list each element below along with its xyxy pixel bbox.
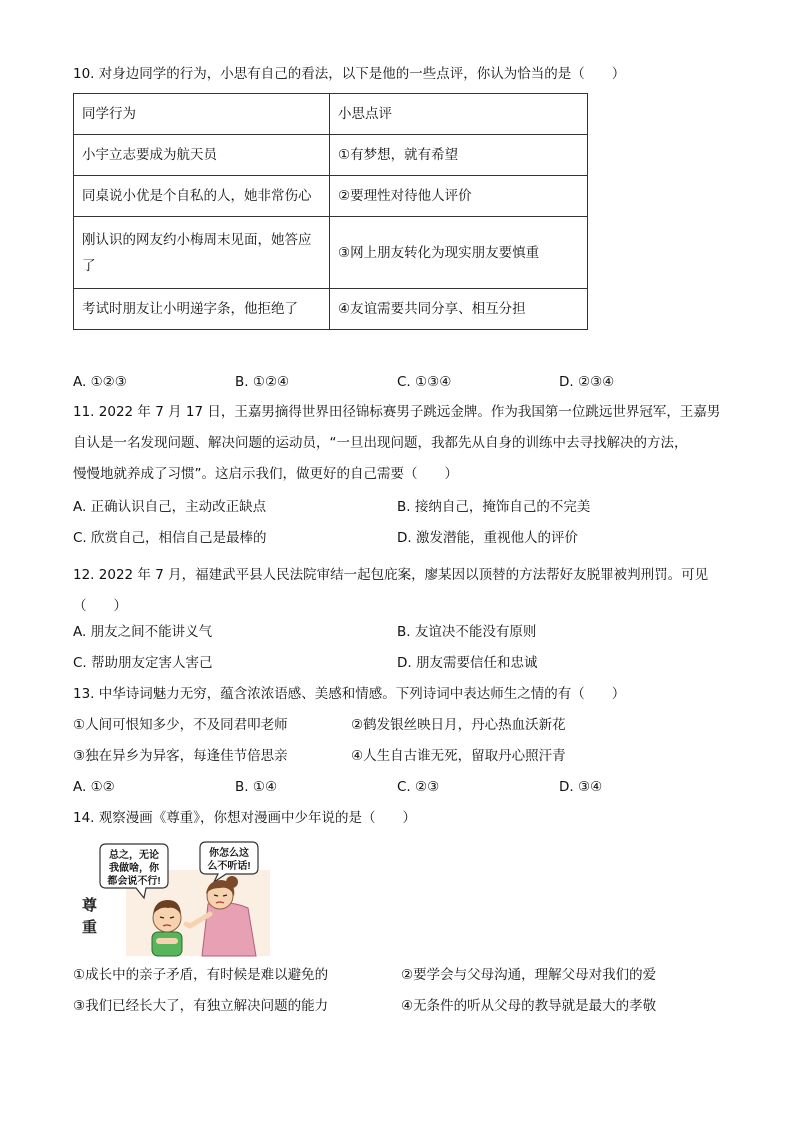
option-b[interactable]: B. 友谊决不能没有原则 [397,624,537,640]
table-cell: ③网上朋友转化为现实朋友要慎重 [330,217,588,289]
q13-options [73,777,733,797]
q13-poems-row1 [73,715,733,735]
option-a[interactable]: A. 正确认识自己，主动改正缺点 [73,499,267,515]
q10-options [73,372,733,392]
boy-figure [152,900,182,956]
q11-line: 慢慢地就养成了习惯”。这启示我们，做更好的自己需要（ ） [73,466,458,482]
mom-bubble-line: 么不听话! [207,861,251,872]
table-cell: 同桌说小优是个自私的人，她非常伤心 [74,176,330,217]
table-cell: 考试时朋友让小明递字条，他拒绝了 [74,289,330,330]
option-c[interactable]: C. 欣赏自己，相信自己是最棒的 [73,530,267,546]
option-d[interactable]: D. 激发潜能，重视他人的评价 [397,530,578,546]
statement-1: ①成长中的亲子矛盾，有时候是难以避免的 [73,967,329,983]
q12-line: 12. 2022 年 7 月，福建武平县人民法院审结一起包庇案，廖某因以顶替的方法帮好友脱罪被判刑罚。可见 [73,567,709,583]
q11-options-row1 [73,497,733,517]
q10-stem: 10. 对身边同学的行为，小思有自己的看法，以下是他的一些点评，你认为恰当的是（ ） [73,66,626,82]
option-a[interactable]: A. ①②③ [73,374,127,390]
mom-bubble-line: 你怎么这 [209,848,249,859]
table-header-cell: 同学行为 [74,94,330,135]
option-d[interactable]: D. ③④ [559,779,603,795]
comic-illustration [80,838,272,958]
option-b[interactable]: B. 接纳自己，掩饰自己的不完美 [397,499,591,515]
table-row [74,176,588,217]
option-c[interactable]: C. ②③ [397,779,440,795]
q12-line: （ ） [73,598,127,614]
option-d[interactable]: D. 朋友需要信任和忠诚 [397,655,538,671]
q11-line: 自认是一名发现问题、解决问题的运动员，“一旦出现问题，我都先从自身的训练中去寻找解决的方法， [73,435,688,451]
q11-line: 11. 2022 年 7 月 17 日，王嘉男摘得世界田径锦标赛男子跳远金牌。作为我国第一位跳远世界冠军，王嘉男 [73,404,721,420]
option-b[interactable]: B. ①④ [235,779,278,795]
poem-3: ③独在异乡为异客，每逢佳节倍思亲 [73,748,288,764]
boy-bubble-line: 我做啥，你 [109,863,159,874]
table-header-cell: 小思点评 [330,94,588,135]
comic-title-char: 重 [82,919,98,936]
q14-stem: 14. 观察漫画《尊重》，你想对漫画中少年说的是（ ） [73,810,417,826]
table-row [74,217,588,289]
q12-stem [73,560,723,622]
option-c[interactable]: C. 帮助朋友定害人害己 [73,655,213,671]
table-row [74,289,588,330]
table-header-row [74,94,588,135]
q10-table [73,93,588,330]
statement-2: ②要学会与父母沟通，理解父母对我们的爱 [401,967,657,983]
q12-options-row1 [73,622,733,642]
table-cell: 小宇立志要成为航天员 [74,135,330,176]
poem-1: ①人间可恨知多少，不及同君叩老师 [73,717,288,733]
q14-statements-row1 [73,965,733,985]
respect-comic [80,838,272,958]
statement-3: ③我们已经长大了，有独立解决问题的能力 [73,998,329,1014]
poem-2: ②鹤发银丝映日月，丹心热血沃新花 [351,717,566,733]
q14-statements-row2 [73,996,733,1016]
q12-options-row2 [73,653,733,673]
table-row [74,135,588,176]
option-d[interactable]: D. ②③④ [559,374,615,390]
table-cell: 刚认识的网友约小梅周末见面，她答应了 [74,217,330,289]
option-c[interactable]: C. ①③④ [397,374,452,390]
option-a[interactable]: A. 朋友之间不能讲义气 [73,624,213,640]
option-a[interactable]: A. ①② [73,779,115,795]
statement-4: ④无条件的听从父母的教导就是最大的孝敬 [401,998,657,1014]
boy-bubble-line: 总之，无论 [109,850,159,861]
q11-options-row2 [73,528,733,548]
boy-bubble-line: 都会说不行! [107,876,161,887]
poem-4: ④人生自古谁无死，留取丹心照汗青 [351,748,566,764]
table-cell: ①有梦想，就有希望 [330,135,588,176]
q13-poems-row2 [73,746,733,766]
table-cell: ④友谊需要共同分享、相互分担 [330,289,588,330]
option-b[interactable]: B. ①②④ [235,374,290,390]
comic-title-char: 尊 [82,897,98,914]
table-cell: ②要理性对待他人评价 [330,176,588,217]
q13-stem: 13. 中华诗词魅力无穷，蕴含浓浓语感、美感和情感。下列诗词中表达师生之情的有（ ） [73,686,626,702]
q11-stem [73,397,723,490]
